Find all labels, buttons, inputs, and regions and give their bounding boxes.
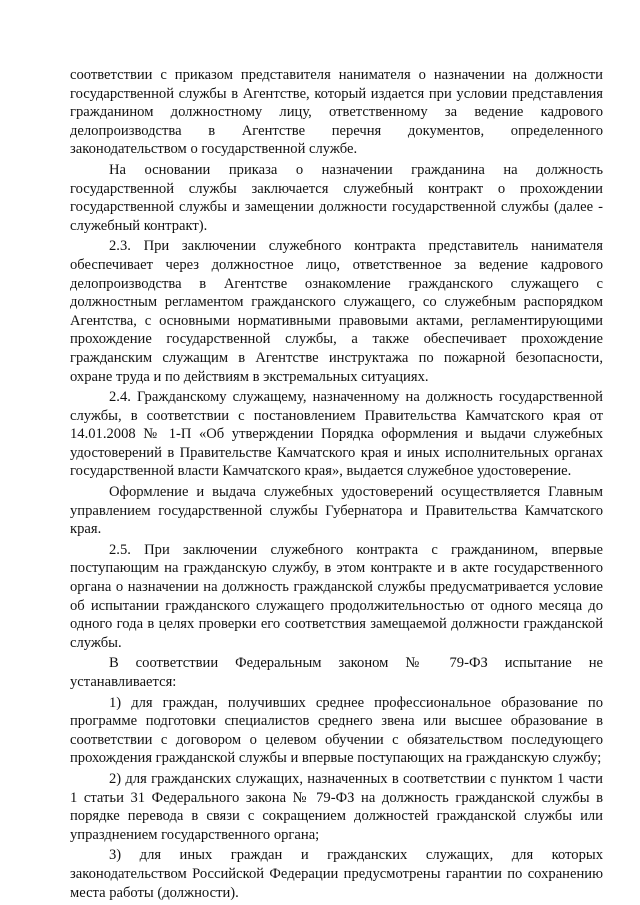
list-item-2: 2) для гражданских служащих, назначенных в соответствии с пунктом 1 части 1 статьи 31 Федерального закона № 79-ФЗ на должность гражданской службы в порядке перевода в связи с сокращением должностей гражданской службы или упразднением государственного органа;: [70, 770, 603, 843]
paragraph-2-4: 2.4. Гражданскому служащему, назначенному на должность государственной службы, в соответствии с постановлением Правительства Камчатского края от 14.01.2008 № 1-П «Об утверждении Порядка оформления и выдачи служебных удостоверений в Правительстве Камчатского края и иных исполнительных органах государственной власти Камчатского края», выдается служебное удостоверение.: [70, 389, 603, 480]
list-item-3: 3) для иных граждан и гражданских служащих, для которых законодательством Российской Федерации предусмотрены гарантии по сохранению места работы (должности).: [70, 847, 603, 901]
paragraph-service-contract: На основании приказа о назначении гражданина на должность государственной службы заключается служебный контракт о прохождении государственной службы и замещении должности государственной службы (далее - служебный контракт).: [70, 161, 603, 234]
paragraph-2-5: 2.5. При заключении служебного контракта с гражданином, впервые поступающим на гражданскую службу, в этом контракте и в акте государственного органа о назначении на должность гражданской службы предусматривается условие об испытании гражданского служащего продолжительностью от одного месяца до одного года в целях проверки его соответствия замещаемой должности гражданской службы.: [70, 541, 603, 651]
paragraph-continuation: соответствии с приказом представителя нанимателя о назначении на должности государственной службы в Агентстве, который издается при условии представления гражданином должностному лицу, ответственному за ведение кадрового делопроизводства в Агентстве перечня документов, определенного законодательством о государственной службе.: [70, 67, 603, 158]
paragraph-certificates: Оформление и выдача служебных удостоверений осуществляется Главным управлением государственной службы Губернатора и Правительства Камчатского края.: [70, 484, 603, 538]
list-item-1: 1) для граждан, получивших среднее профессиональное образование по программе подготовки специалистов среднего звена или высшее образование в соответствии с договором о целевом обучении с обязательством последующего прохождения гражданской службы и впервые поступающих на гражданскую службу;: [70, 694, 603, 767]
paragraph-2-3: 2.3. При заключении служебного контракта представитель нанимателя обеспечивает через должностное лицо, ответственное за ведение кадрового делопроизводства в Агентстве ознакомление гражданского служащего с должностным регламентом гражданского служащего, со служебным распорядком Агентства, с основными нормативными правовыми актами, регламентирующими прохождение государственной службы, а также обеспечивает прохождение гражданским служащим в Агентстве инструктажа по пожарной безопасности, охране труда и по действиям в экстремальных ситуациях.: [70, 238, 603, 385]
paragraph-probation-exemption: В соответствии Федеральным законом № 79-ФЗ испытание не устанавливается:: [70, 655, 603, 690]
